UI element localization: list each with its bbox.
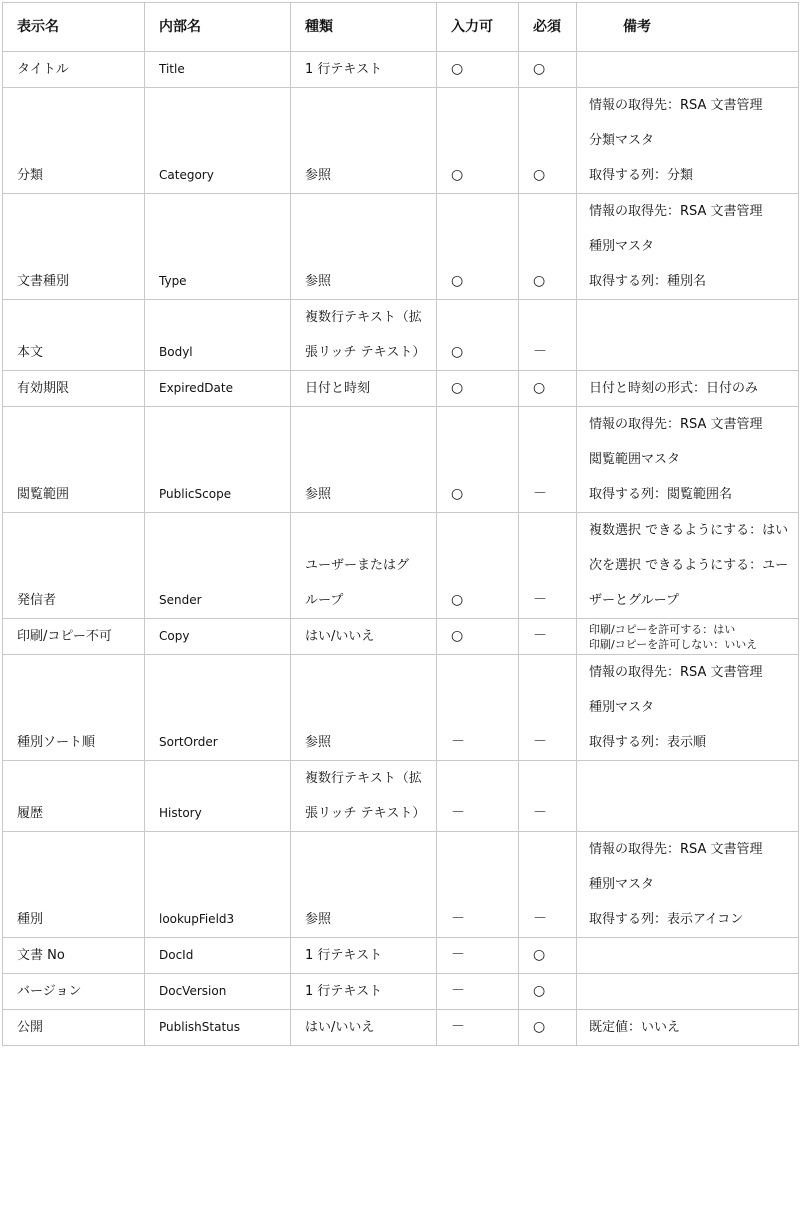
table-row	[3, 938, 799, 974]
cell-internal-name: SortOrder	[145, 655, 291, 761]
cell-input: ○	[437, 619, 519, 655]
header-input: 入力可	[437, 3, 519, 52]
cell-internal-name: Bodyl	[145, 300, 291, 371]
cell-internal-name: History	[145, 761, 291, 832]
cell-remarks	[577, 655, 799, 761]
cell-display-name: 印刷/コピー不可	[3, 619, 145, 655]
cell-remarks	[577, 407, 799, 513]
cell-input: －	[437, 761, 519, 832]
cell-required: －	[519, 761, 577, 832]
header-required: 必須	[519, 3, 577, 52]
header-display-name: 表示名	[3, 3, 145, 52]
cell-type	[291, 655, 437, 761]
cell-remarks	[577, 52, 799, 88]
cell-internal-name: Copy	[145, 619, 291, 655]
cell-input: －	[437, 832, 519, 938]
cell-input: ○	[437, 407, 519, 513]
remarks-line: 日付と時刻の形式：日付のみ	[589, 381, 759, 396]
type-line: 1 行テキスト	[305, 948, 383, 963]
remarks-line: 種別マスタ	[589, 239, 655, 254]
cell-display-name: 有効期限	[3, 371, 145, 407]
remarks-line: ザーとグループ	[589, 593, 679, 608]
cell-type	[291, 761, 437, 832]
cell-input: －	[437, 938, 519, 974]
remarks-line: 印刷/コピーを許可しない：いいえ	[589, 637, 758, 651]
type-line: 張リッチ テキスト）	[305, 806, 426, 821]
cell-required: －	[519, 407, 577, 513]
type-line: 参照	[305, 912, 332, 927]
type-line: 1 行テキスト	[305, 984, 383, 999]
type-line: 参照	[305, 274, 332, 289]
cell-required: ○	[519, 1010, 577, 1046]
cell-input: －	[437, 1010, 519, 1046]
cell-type	[291, 300, 437, 371]
remarks-line: 情報の取得先：RSA 文書管理	[589, 98, 763, 113]
cell-type	[291, 1010, 437, 1046]
table-row	[3, 655, 799, 761]
remarks-line: 種別マスタ	[589, 700, 655, 715]
remarks-line: 情報の取得先：RSA 文書管理	[589, 842, 763, 857]
cell-type	[291, 938, 437, 974]
cell-internal-name: Type	[145, 194, 291, 300]
cell-required: ○	[519, 88, 577, 194]
remarks-line: 印刷/コピーを許可する：はい	[589, 622, 736, 636]
cell-display-name: タイトル	[3, 52, 145, 88]
table-row	[3, 194, 799, 300]
type-line: ループ	[305, 593, 344, 608]
remarks-line: 既定値：いいえ	[589, 1020, 681, 1035]
cell-type	[291, 52, 437, 88]
remarks-line: 閲覧範囲マスタ	[589, 452, 681, 467]
cell-required: －	[519, 655, 577, 761]
cell-input: ○	[437, 300, 519, 371]
cell-input: ○	[437, 52, 519, 88]
table-row	[3, 371, 799, 407]
cell-internal-name: PublicScope	[145, 407, 291, 513]
type-line: 日付と時刻	[305, 381, 371, 396]
cell-internal-name: lookupField3	[145, 832, 291, 938]
remarks-line: 種別マスタ	[589, 877, 655, 892]
cell-type	[291, 619, 437, 655]
cell-remarks	[577, 761, 799, 832]
cell-display-name: 文書種別	[3, 194, 145, 300]
cell-remarks	[577, 938, 799, 974]
remarks-line: 取得する列：表示順	[589, 735, 707, 750]
field-spec-table	[2, 2, 799, 1046]
remarks-line: 次を選択 できるようにする：ユー	[589, 558, 789, 573]
cell-type	[291, 371, 437, 407]
remarks-line: 情報の取得先：RSA 文書管理	[589, 204, 763, 219]
cell-input: ○	[437, 194, 519, 300]
cell-remarks	[577, 88, 799, 194]
cell-remarks	[577, 619, 799, 655]
header-type: 種類	[291, 3, 437, 52]
table-row	[3, 761, 799, 832]
header-internal-name: 内部名	[145, 3, 291, 52]
cell-internal-name: Sender	[145, 513, 291, 619]
table-row	[3, 88, 799, 194]
cell-internal-name: Title	[145, 52, 291, 88]
cell-required: －	[519, 832, 577, 938]
cell-required: －	[519, 513, 577, 619]
cell-internal-name: PublishStatus	[145, 1010, 291, 1046]
cell-internal-name: DocId	[145, 938, 291, 974]
type-line: はい/いいえ	[305, 629, 375, 644]
cell-internal-name: Category	[145, 88, 291, 194]
cell-display-name: 種別ソート順	[3, 655, 145, 761]
cell-remarks	[577, 371, 799, 407]
type-line: 参照	[305, 487, 332, 502]
cell-internal-name: ExpiredDate	[145, 371, 291, 407]
header-row	[3, 3, 799, 52]
cell-input: －	[437, 655, 519, 761]
cell-required: －	[519, 300, 577, 371]
cell-input: －	[437, 974, 519, 1010]
remarks-line: 取得する列：表示アイコン	[589, 912, 744, 927]
table-row	[3, 619, 799, 655]
cell-type	[291, 513, 437, 619]
cell-internal-name: DocVersion	[145, 974, 291, 1010]
table-row	[3, 407, 799, 513]
remarks-line: 複数選択 できるようにする：はい	[589, 523, 789, 538]
cell-type	[291, 194, 437, 300]
table-row	[3, 52, 799, 88]
type-line: 参照	[305, 168, 332, 183]
type-line: 1 行テキスト	[305, 62, 383, 77]
header-remarks: 備考	[577, 3, 799, 52]
cell-display-name: 種別	[3, 832, 145, 938]
remarks-line: 取得する列：種別名	[589, 274, 707, 289]
cell-remarks	[577, 974, 799, 1010]
table-row	[3, 300, 799, 371]
cell-required: ○	[519, 938, 577, 974]
cell-input: ○	[437, 513, 519, 619]
cell-remarks	[577, 513, 799, 619]
cell-type	[291, 407, 437, 513]
cell-remarks	[577, 194, 799, 300]
cell-required: ○	[519, 974, 577, 1010]
type-line: はい/いいえ	[305, 1020, 375, 1035]
cell-required: －	[519, 619, 577, 655]
cell-display-name: 本文	[3, 300, 145, 371]
cell-display-name: 履歴	[3, 761, 145, 832]
cell-remarks	[577, 1010, 799, 1046]
table-row	[3, 513, 799, 619]
table-row	[3, 974, 799, 1010]
cell-display-name: 閲覧範囲	[3, 407, 145, 513]
table-row	[3, 1010, 799, 1046]
type-line: ユーザーまたはグ	[305, 558, 410, 573]
cell-display-name: 分類	[3, 88, 145, 194]
cell-type	[291, 88, 437, 194]
type-line: 張リッチ テキスト）	[305, 345, 426, 360]
cell-type	[291, 974, 437, 1010]
cell-required: ○	[519, 194, 577, 300]
remarks-line: 取得する列：分類	[589, 168, 694, 183]
cell-required: ○	[519, 371, 577, 407]
table-row	[3, 832, 799, 938]
cell-input: ○	[437, 88, 519, 194]
cell-remarks	[577, 300, 799, 371]
remarks-line: 取得する列：閲覧範囲名	[589, 487, 733, 502]
cell-remarks	[577, 832, 799, 938]
cell-display-name: 公開	[3, 1010, 145, 1046]
cell-display-name: 文書 No	[3, 938, 145, 974]
remarks-line: 情報の取得先：RSA 文書管理	[589, 665, 763, 680]
cell-display-name: 発信者	[3, 513, 145, 619]
cell-required: ○	[519, 52, 577, 88]
type-line: 複数行テキスト（拡	[305, 310, 422, 325]
type-line: 複数行テキスト（拡	[305, 771, 422, 786]
cell-input: ○	[437, 371, 519, 407]
cell-type	[291, 832, 437, 938]
type-line: 参照	[305, 735, 332, 750]
remarks-line: 情報の取得先：RSA 文書管理	[589, 417, 763, 432]
cell-display-name: バージョン	[3, 974, 145, 1010]
remarks-line: 分類マスタ	[589, 133, 655, 148]
